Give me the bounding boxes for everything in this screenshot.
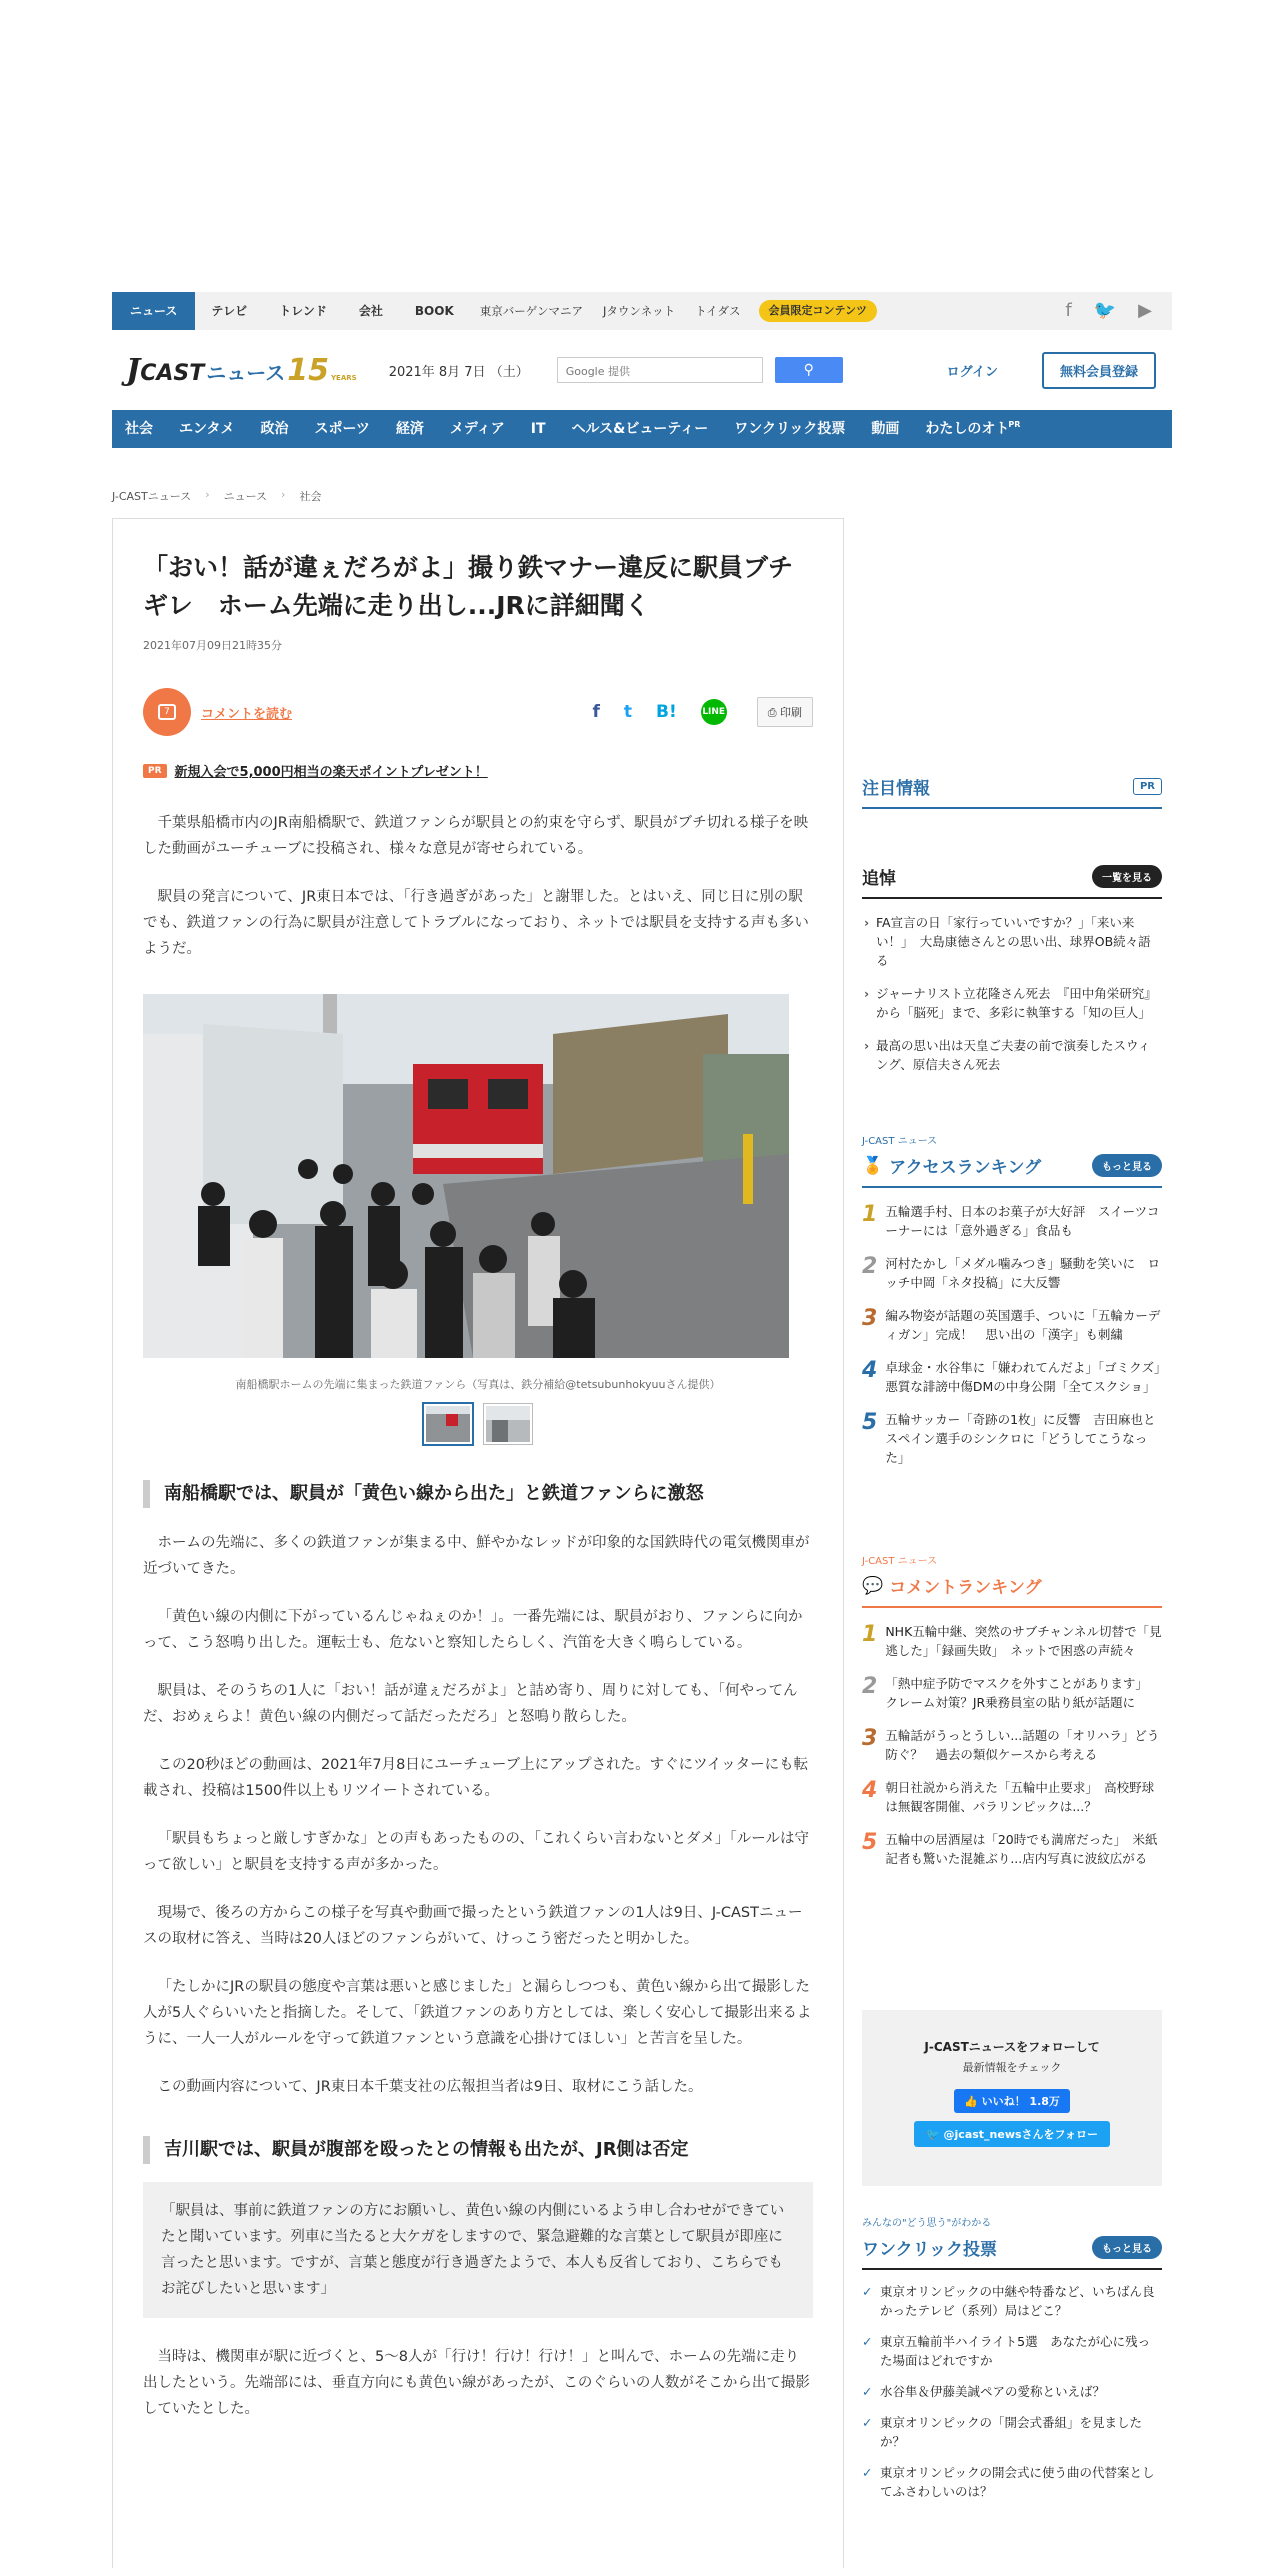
vote-item[interactable]: ✓ 東京五輪前半ハイライト5選 あなたが心に残った場面はどれですか bbox=[862, 2332, 1162, 2370]
sidebar-vote bbox=[862, 2214, 1162, 2501]
cat-economy[interactable]: 経済 bbox=[395, 421, 424, 437]
breadcrumb bbox=[112, 488, 1172, 504]
cat-vote[interactable]: ワンクリック投票 bbox=[734, 421, 846, 437]
login-link[interactable]: ログイン bbox=[946, 364, 998, 380]
cat-it[interactable]: IT bbox=[530, 421, 546, 437]
access-rank-item[interactable] bbox=[862, 1306, 1162, 1344]
rank-text: NHK五輪中継、突然のサブチャンネル切替で「見逃した」「録画失敗」 ネットで困惑の声続々 bbox=[885, 1624, 1162, 1658]
photo-thumbnails bbox=[143, 1404, 813, 1444]
access-rank-item[interactable] bbox=[862, 1358, 1173, 1396]
header-date: 2021年 8月 7日 （土） bbox=[388, 364, 529, 380]
promo-pr-tag: PR bbox=[143, 764, 167, 778]
thumbnail-1[interactable] bbox=[424, 1404, 472, 1444]
access-rank-item[interactable] bbox=[862, 1254, 1162, 1292]
search-button[interactable] bbox=[775, 357, 843, 383]
tsuito-header bbox=[862, 864, 1162, 899]
attention-title: 注目情報 bbox=[862, 779, 930, 799]
rank-number: 4 bbox=[862, 1778, 878, 1803]
twitter-share-icon[interactable]: t bbox=[623, 702, 632, 722]
comment-rank-item[interactable] bbox=[862, 1778, 1162, 1816]
crumb-separator: › bbox=[281, 488, 286, 501]
comment-title: コメントランキング bbox=[889, 1578, 1042, 1598]
access-title: アクセスランキング bbox=[889, 1158, 1042, 1178]
vote-header bbox=[862, 2235, 1162, 2270]
crumb-separator: › bbox=[205, 488, 210, 501]
cat-entame[interactable]: エンタメ bbox=[179, 421, 235, 437]
article-photo[interactable] bbox=[143, 994, 789, 1358]
cat-politics[interactable]: 政治 bbox=[260, 421, 289, 437]
paragraph: 当時は、機関車が駅に近づくと、5～8人が「行け！行け！行け！」と叫んで、ホームの先端に走り出したという。先端部には、垂直方向にも黄色い線があったが、このぐらいの人数がそこから出て撮影していたとした。 bbox=[143, 2349, 810, 2417]
rank-text: 「熱中症予防でマスクを外すことがあります」 クレーム対策？JR乗務員室の貼り紙が話題に bbox=[885, 1676, 1155, 1710]
print-button[interactable] bbox=[757, 697, 813, 727]
paragraph: 現場で、後ろの方からこの様子を写真や動画で撮ったという鉄道ファンの1人は9日、J-CASTニュースの取材に答え、当時は20人ほどのファンらがいて、けっこう密だったと明かした。 bbox=[143, 1905, 803, 1947]
cat-society[interactable]: 社会 bbox=[125, 421, 153, 437]
paragraph: 「黄色い線の内側に下がっているんじゃねぇのか！」。一番先端には、駅員がおり、ファンらに向かって、こう怒鳴り出した。運転士も、危ないと察知したらしく、汽笛を大きく鳴らしている。 bbox=[143, 1609, 803, 1651]
thumbnail-1-image bbox=[426, 1406, 472, 1444]
article-title: 「おい！話が違ぇだろがよ」撮り鉄マナー違反に駅員ブチギレ ホーム先端に走り出し...JRに詳細聞く bbox=[143, 553, 794, 620]
photo-illustration bbox=[143, 994, 789, 1358]
rank-text: 河村たかし「メダル噛みつき」騒動を笑いに ロッチ中岡「ネタ投稿」に大反響 bbox=[885, 1256, 1161, 1290]
search-icon: ⚲ bbox=[803, 362, 814, 378]
sidebar-tsuito bbox=[862, 864, 1162, 1074]
crumb-society[interactable]: 社会 bbox=[299, 490, 322, 503]
comment-kicker: J-CAST ニュース bbox=[862, 1556, 938, 1567]
crumb-news[interactable]: ニュース bbox=[223, 490, 268, 503]
tsuito-title: 追悼 bbox=[862, 869, 896, 889]
access-more-button[interactable]: もっと見る bbox=[1092, 1154, 1162, 1177]
section-heading: 吉川駅では、駅員が腹部を殴ったとの情報も出たが、JR側は否定 bbox=[143, 2136, 813, 2164]
comment-bubble-icon: 💬 bbox=[862, 1575, 884, 1596]
follow-line1: J-CASTニュースをフォローして bbox=[924, 2040, 1100, 2054]
vote-item[interactable]: ✓ 東京オリンピックの「開会式番組」を見ましたか？ bbox=[862, 2413, 1162, 2451]
thumbnail-2-image bbox=[486, 1406, 532, 1444]
access-kicker: J-CAST ニュース bbox=[862, 1136, 938, 1147]
topnav-toidas[interactable]: トイダス bbox=[695, 304, 741, 318]
cat-media[interactable]: メディア bbox=[449, 421, 505, 437]
rank-number: 3 bbox=[862, 1306, 878, 1331]
vote-item[interactable]: ✓ 東京オリンピックの開会式に使う曲の代替案としてふさわしいのは？ bbox=[862, 2463, 1162, 2501]
sidebar-access-ranking bbox=[862, 1132, 1173, 1467]
facebook-icon[interactable]: f bbox=[1065, 300, 1072, 321]
logo-years: YEARS bbox=[330, 373, 357, 382]
rank-number: 2 bbox=[862, 1254, 878, 1279]
rank-number: 4 bbox=[862, 1358, 878, 1383]
topnav-company[interactable]: 会社 bbox=[358, 304, 383, 318]
promo-link[interactable] bbox=[143, 761, 813, 780]
paragraph: 駅員は、そのうちの1人に「おい！話が違ぇだろがよ」と詰め寄り、周りに対しても、「何やってんだ、おめぇらよ！黄色い線の内側だって話だっただろ」と怒鳴り散らした。 bbox=[143, 1683, 798, 1725]
topnav-book[interactable]: BOOK bbox=[414, 304, 454, 318]
cat-pr-badge: PR bbox=[1008, 420, 1021, 429]
cat-watashi[interactable] bbox=[912, 410, 1022, 448]
attention-header bbox=[862, 774, 1162, 809]
paragraph: 「駅員もちょっと厳しすぎかな」との声もあったものの、「これくらい言わないとダメ」「ルールは守って欲しい」と駅員を支持する声が多かった。 bbox=[143, 1831, 809, 1873]
article-date: 2021年07月09日21時35分 bbox=[143, 639, 282, 652]
ranking-icon: 🏅 bbox=[862, 1155, 884, 1176]
comment-count-icon[interactable] bbox=[143, 688, 191, 736]
tsuito-item[interactable]: › FA宣言の日「家行っていいですか？」「来い来い！」 大島康徳さんとの思い出、球界OB続々語る bbox=[862, 913, 1162, 970]
rank-text: 朝日社説から消えた「五輪中止要求」 高校野球は無観客開催、パラリンピックは...？ bbox=[885, 1780, 1155, 1814]
rank-number: 5 bbox=[862, 1410, 878, 1435]
rank-text: 五輪中の居酒屋は「20時でも満席だった」 米紙記者も驚いた混雑ぶり...店内写真に波紋広がる bbox=[885, 1832, 1158, 1866]
rank-number: 2 bbox=[862, 1674, 878, 1699]
comment-rank-item[interactable] bbox=[862, 1726, 1162, 1764]
access-rank-item[interactable] bbox=[862, 1410, 1162, 1467]
paragraph: ホームの先端に、多くの鉄道ファンが集まる中、鮮やかなレッドが印象的な国鉄時代の電気機関車が近づいてきた。 bbox=[143, 1535, 810, 1577]
logo-news: ニュース bbox=[206, 360, 286, 385]
vote-more-button[interactable]: もっと見る bbox=[1092, 2236, 1162, 2259]
tsuito-item[interactable]: › 最高の思い出は天皇ご夫妻の前で演奏したスウィング、原信夫さん死去 bbox=[862, 1036, 1162, 1074]
rank-number: 1 bbox=[862, 1202, 878, 1227]
vote-item[interactable]: ✓ 水谷隼＆伊藤美誠ペアの愛称といえば？ bbox=[862, 2382, 1162, 2401]
rank-text: 五輪選手村、日本のお菓子が大好評 スイーツコーナーには「意外過ぎる」食品も bbox=[885, 1204, 1160, 1238]
vote-kicker: みんなの"どう思う"がわかる bbox=[862, 2218, 992, 2229]
site-logo[interactable] bbox=[126, 353, 357, 388]
top-nav bbox=[112, 292, 1172, 330]
comment-rank-item[interactable] bbox=[862, 1622, 1162, 1660]
topnav-news[interactable]: ニュース bbox=[112, 292, 195, 330]
share-buttons bbox=[592, 699, 726, 725]
crumb-home[interactable]: J-CASTニュース bbox=[112, 490, 192, 503]
logo-j: J bbox=[126, 352, 141, 388]
facebook-share-icon[interactable]: f bbox=[592, 702, 600, 722]
quote-block: 「駅員は、事前に鉄道ファンの方にお願いし、黄色い線の内側にいるよう申し合わせができていたと聞いています。列車に当たると大ケガをしますので、緊急避難的な言葉として駅員が即座に言ったと思います。ですが、言葉と態度が行き過ぎたようで、本人も反省しており、こちらでもお詫びしたいと思います」 bbox=[143, 2182, 813, 2318]
paragraph: この動画内容について、JR東日本千葉支社の広報担当者は9日、取材にこう話した。 bbox=[157, 2079, 703, 2095]
topnav-trend[interactable]: トレンド bbox=[279, 304, 327, 318]
rank-number: 3 bbox=[862, 1726, 878, 1751]
access-header bbox=[862, 1153, 1162, 1188]
sidebar-attention bbox=[862, 774, 1162, 809]
rank-text: 五輪話がうっとうしい...話題の「オリハラ」どう防ぐ？ 過去の類似ケースから考える bbox=[885, 1728, 1160, 1762]
youtube-icon[interactable]: ▶ bbox=[1138, 300, 1152, 321]
vote-item[interactable]: ✓ 東京オリンピックの中継や特番など、いちばん良かったテレビ（系列）局はどこ？ bbox=[862, 2282, 1162, 2320]
search-input[interactable]: Google 提供 bbox=[557, 357, 763, 383]
twitter-follow-button[interactable]: 🐦 @jcast_newsさんをフォロー bbox=[914, 2121, 1110, 2147]
rank-text: 五輪サッカー「奇跡の1枚」に反響 吉田麻也とスペイン選手のシンクロに「どうしてこうなった」 bbox=[885, 1412, 1156, 1465]
signup-button[interactable]: 無料会員登録 bbox=[1042, 352, 1156, 389]
paragraph: 駅員の発言について、JR東日本では、「行き過ぎがあった」と謝罪した。とはいえ、同じ日に別の駅でも、鉄道ファンの行為に駅員が注意してトラブルになっており、ネットでは駅員を支持する声も多いようだ。 bbox=[143, 889, 809, 957]
logo-cast: CAST bbox=[140, 360, 205, 386]
follow-line2: 最新情報をチェック bbox=[962, 2061, 1062, 2074]
photo-caption: 南船橋駅ホームの先端に集まった鉄道ファンら（写真は、鉄分補給@tetsubunhokyuuさん提供） bbox=[235, 1378, 721, 1391]
cat-video[interactable]: 動画 bbox=[871, 421, 900, 437]
rank-number: 5 bbox=[862, 1830, 878, 1855]
topnav-bargain[interactable]: 東京バーゲンマニア bbox=[479, 304, 584, 318]
access-rank-item[interactable] bbox=[862, 1202, 1162, 1240]
printer-icon: ⎙ bbox=[767, 706, 780, 719]
paragraph: 「たしかにJRの駅員の態度や言葉は悪いと感じました」と漏らしつつも、黄色い線から出て撮影した人が5人ぐらいいたと指摘した。そして、「鉄道ファンのあり方としては、楽しく安心して撮影出来るように、一人一人がルールを守って鉄道ファンという意識を心掛けてほしい」と苦言を呈した。 bbox=[143, 1979, 812, 2047]
paragraph: この20秒ほどの動画は、2021年7月8日にユーチューブ上にアップされた。すぐにツイッターにも転載され、投稿は1500件以上もリツイートされている。 bbox=[143, 1757, 809, 1799]
paragraph: 千葉県船橋市内のJR南船橋駅で、鉄道ファンらが駅員との約束を守らず、駅員がブチ切れる様子を映した動画がユーチューブに投稿され、様々な意見が寄せられている。 bbox=[143, 815, 809, 857]
thumbnail-2[interactable] bbox=[484, 1404, 532, 1444]
sidebar-comment-ranking bbox=[862, 1552, 1162, 1868]
share-row bbox=[143, 687, 813, 737]
category-nav bbox=[112, 410, 1172, 448]
cat-sports[interactable]: スポーツ bbox=[314, 421, 370, 437]
twitter-icon[interactable]: 🐦 bbox=[1093, 300, 1117, 321]
facebook-like-button[interactable]: 👍 いいね！ 1.8万 bbox=[954, 2089, 1070, 2113]
cat-watashi-label: わたしのオト bbox=[925, 421, 1010, 437]
print-label: 印刷 bbox=[780, 706, 802, 719]
comment-rank-item[interactable] bbox=[862, 1674, 1162, 1712]
follow-box bbox=[862, 2010, 1162, 2186]
promo-text: 新規入会で5,000円相当の楽天ポイントプレゼント！ bbox=[174, 765, 488, 780]
site-header bbox=[112, 340, 1172, 400]
comment-count: 7 bbox=[158, 704, 176, 720]
comment-rank-item[interactable] bbox=[862, 1830, 1162, 1868]
hatena-share-icon[interactable]: B! bbox=[655, 702, 677, 722]
cat-health[interactable]: ヘルス&ビューティー bbox=[571, 421, 709, 437]
rank-text: 卓球金・水谷隼に「嫌われてんだよ」「ゴミクズ」 悪質な誹謗中傷DMの中身公開「全てスクショ」 bbox=[885, 1360, 1173, 1394]
member-content-badge[interactable]: 会員限定コンテンツ bbox=[759, 300, 877, 322]
line-share-icon[interactable]: LINE bbox=[701, 699, 727, 725]
article bbox=[112, 518, 844, 2568]
topnav-jtown[interactable]: Jタウンネット bbox=[603, 304, 676, 318]
vote-title: ワンクリック投票 bbox=[862, 2240, 997, 2260]
section-heading: 南船橋駅では、駅員が「黄色い線から出た」と鉄道ファンらに激怒 bbox=[143, 1480, 813, 1508]
read-comments-link[interactable]: コメントを読む bbox=[201, 706, 293, 722]
topnav-tv[interactable]: テレビ bbox=[211, 304, 248, 318]
tsuito-item[interactable]: › ジャーナリスト立花隆さん死去 『田中角栄研究』から「脳死」まで、多彩に執筆する「知の巨人」 bbox=[862, 984, 1162, 1022]
comment-header bbox=[862, 1573, 1162, 1608]
logo-15: 15 bbox=[287, 352, 329, 388]
rank-number: 1 bbox=[862, 1622, 878, 1647]
tsuito-more-button[interactable]: 一覧を見る bbox=[1092, 865, 1162, 888]
social-links bbox=[1065, 292, 1172, 330]
rank-text: 編み物姿が話題の英国選手、ついに「五輪カーディガン」完成！ 思い出の「漢字」も刺繍 bbox=[885, 1308, 1161, 1342]
attention-pr-badge: PR bbox=[1133, 778, 1162, 795]
